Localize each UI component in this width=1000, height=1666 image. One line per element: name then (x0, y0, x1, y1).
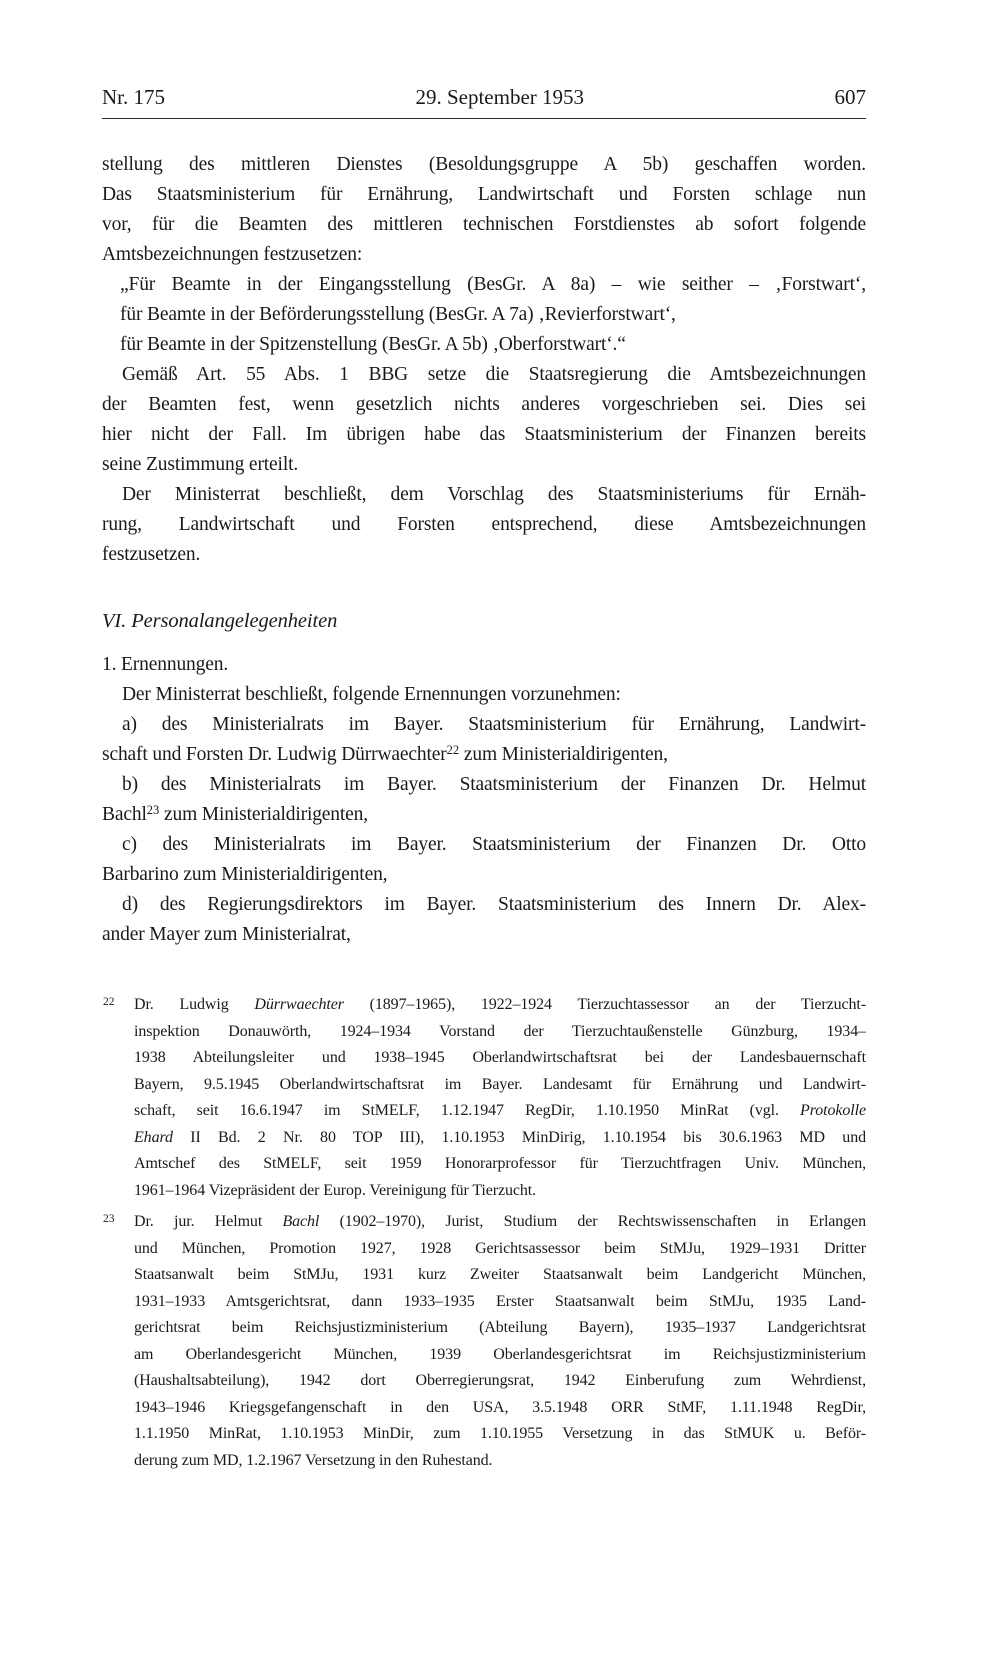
text-line (102, 830, 866, 860)
text-segment: Amtschef des StMELF, seit 1959 Honorarprofessor für Tierzuchtfragen Univ. München, (134, 1155, 866, 1172)
appointments-paragraphs (102, 650, 866, 950)
text-line (102, 420, 866, 450)
text-segment: (1897–1965), 1922–1924 Tierzuchtassessor an der Tierzucht- (343, 996, 866, 1013)
text-line (102, 510, 866, 540)
text-segment: a) des Ministerialrats im Bayer. Staatsministerium für Ernährung, Landwirt- (122, 714, 866, 735)
text-segment: 1. Ernennungen. (102, 654, 229, 675)
text-line (134, 1315, 866, 1342)
text-line (102, 540, 866, 570)
text-line (102, 450, 866, 480)
page-header (102, 84, 866, 119)
text-line (134, 1262, 866, 1289)
text-segment: Das Staatsministerium für Ernährung, Landwirtschaft und Forsten schlage nun (102, 184, 866, 205)
text-segment: Bachl (282, 1213, 320, 1230)
text-segment: am Oberlandesgericht München, 1939 Oberlandesgerichtsrat im Reichsjustizministerium (134, 1345, 866, 1363)
text-line (102, 650, 866, 680)
text-segment: zum Ministerialdirigenten, (459, 744, 668, 765)
main-paragraphs (102, 150, 866, 570)
text-line (134, 1072, 866, 1099)
text-segment: b) des Ministerialrats im Bayer. Staatsministerium der Finanzen Dr. Helmut (122, 774, 866, 795)
text-segment: Der Ministerrat beschließt, dem Vorschlag des Staatsministeriums für Ernäh- (122, 484, 866, 505)
text-segment: „Für Beamte in der Eingangsstellung (BesGr. A 8a) – wie seither – ‚Forstwart‘, (120, 274, 866, 295)
text-segment: schaft und Forsten Dr. Ludwig Dürrwaechter (102, 744, 447, 765)
text-line (134, 1342, 866, 1369)
page-body (102, 150, 866, 950)
text-line (102, 680, 866, 710)
text-line (102, 300, 866, 330)
text-line (102, 480, 866, 510)
footnote-reference: 23 (146, 803, 160, 817)
text-segment: Staatsanwalt beim StMJu, 1931 kurz Zweiter Staatsanwalt beim Landgericht München, (134, 1266, 866, 1283)
text-segment: schaft, seit 16.6.1947 im StMELF, 1.12.1947 RegDir, 1.10.1950 MinRat (vgl. (134, 1102, 801, 1119)
footnote (102, 992, 866, 1204)
text-segment: stellung des mittleren Dienstes (Besoldungsgruppe A 5b) geschaffen worden. (102, 154, 866, 175)
text-line (102, 890, 866, 920)
text-line (102, 210, 866, 240)
footnote (102, 1209, 866, 1474)
text-line (134, 1151, 866, 1178)
text-line (102, 150, 866, 180)
text-segment: rung, Landwirtschaft und Forsten entsprechend, diese Amtsbezeichnungen (102, 514, 866, 535)
text-line (134, 1125, 866, 1152)
text-line (102, 800, 866, 830)
page-number: 607 (834, 85, 866, 109)
text-line (134, 1209, 866, 1236)
text-segment: Gemäß Art. 55 Abs. 1 BBG setze die Staatsregierung die Amtsbezeichnungen (122, 364, 866, 385)
text-segment: Der Ministerrat beschließt, folgende Ernennungen vorzunehmen: (122, 684, 621, 705)
text-segment: 1938 Abteilungsleiter und 1938–1945 Oberlandwirtschaftsrat bei der Landesbauernschaft (134, 1049, 866, 1066)
text-segment: inspektion Donauwörth, 1924–1934 Vorstand der Tierzuchtaußenstelle Günzburg, 1934– (134, 1022, 866, 1040)
text-line (102, 390, 866, 420)
text-line (134, 1178, 866, 1205)
text-segment: Bayern, 9.5.1945 Oberlandwirtschaftsrat im Bayer. Landesamt für Ernährung und Landwirt- (134, 1075, 866, 1093)
text-line (102, 920, 866, 950)
text-segment: hier nicht der Fall. Im übrigen habe das Staatsministerium der Finanzen bereits (102, 424, 866, 445)
footnote-marker: 22 (103, 996, 115, 1008)
text-segment: d) des Regierungsdirektors im Bayer. Staatsministerium des Innern Dr. Alex- (122, 894, 866, 915)
text-line (134, 1236, 866, 1263)
text-line (134, 1368, 866, 1395)
text-line (134, 992, 866, 1019)
text-segment: und München, Promotion 1927, 1928 Gerichtsassessor beim StMJu, 1929–1931 Dritter (134, 1239, 866, 1257)
text-line (134, 1421, 866, 1448)
footnote-reference: 22 (446, 743, 460, 757)
text-line (134, 1098, 866, 1125)
text-column (102, 0, 866, 1474)
text-segment: 1931–1933 Amtsgerichtsrat, dann 1933–1935 Erster Staatsanwalt beim StMJu, 1935 Land- (134, 1292, 866, 1310)
text-segment: Dr. Ludwig (134, 996, 255, 1013)
text-line (134, 1289, 866, 1316)
text-line (102, 240, 866, 270)
text-segment: Bachl (102, 804, 147, 825)
footnotes-section (102, 992, 866, 1474)
text-segment: II Bd. 2 Nr. 80 TOP III), 1.10.1953 MinDirig, 1.10.1954 bis 30.6.1963 MD und (172, 1128, 866, 1146)
text-segment: vor, für die Beamten des mittleren technischen Forstdienstes ab sofort folgende (102, 214, 866, 235)
text-line (134, 1019, 866, 1046)
text-line (102, 860, 866, 890)
text-line (102, 270, 866, 300)
section-heading: VI. Personalangelegenheiten (102, 610, 338, 632)
footnote-marker: 23 (103, 1213, 115, 1225)
text-segment: Dr. jur. Helmut (134, 1213, 283, 1230)
text-segment: zum Ministerialdirigenten, (159, 804, 369, 825)
text-segment: seine Zustimmung erteilt. (102, 454, 299, 475)
header-date: 29. September 1953 (415, 85, 585, 109)
text-segment: festzusetzen. (102, 544, 201, 565)
text-line (134, 1395, 866, 1422)
text-line (102, 360, 866, 390)
text-line (102, 710, 866, 740)
text-line (102, 330, 866, 360)
text-segment: gerichtsrat beim Reichsjustizministerium (Abteilung Bayern), 1935–1937 Landgerichtsrat (134, 1319, 866, 1336)
text-segment: (1902–1970), Jurist, Studium der Rechtswissenschaften in Erlangen (319, 1213, 866, 1230)
text-line (102, 180, 866, 210)
text-line (134, 1448, 866, 1475)
text-line (134, 1045, 866, 1072)
text-segment: Amtsbezeichnungen festzusetzen: (102, 244, 363, 265)
text-segment: Protokolle (800, 1102, 866, 1119)
issue-number: Nr. 175 (102, 85, 165, 109)
text-segment: 1943–1946 Kriegsgefangenschaft in den USA, 3.5.1948 ORR StMF, 1.11.1948 RegDir, (134, 1398, 866, 1416)
text-segment: Barbarino zum Ministerialdirigenten, (102, 864, 388, 885)
text-segment: c) des Ministerialrats im Bayer. Staatsministerium der Finanzen Dr. Otto (122, 834, 866, 855)
text-segment: für Beamte in der Beförderungsstellung (BesGr. A 7a) ‚Revierforstwart‘, (120, 304, 676, 325)
text-segment: 1961–1964 Vizepräsident der Europ. Vereinigung für Tierzucht. (134, 1181, 537, 1199)
text-line (102, 740, 866, 770)
text-segment: Ehard (134, 1128, 173, 1146)
text-segment: Dürrwaechter (254, 996, 344, 1013)
text-segment: derung zum MD, 1.2.1967 Versetzung in den Ruhestand. (134, 1451, 493, 1469)
text-segment: ander Mayer zum Ministerialrat, (102, 924, 351, 945)
text-line (102, 770, 866, 800)
text-segment: (Haushaltsabteilung), 1942 dort Oberregierungsrat, 1942 Einberufung zum Wehrdienst, (134, 1372, 866, 1389)
text-segment: der Beamten fest, wenn gesetzlich nichts anderes vorgeschrieben sei. Dies sei (102, 394, 866, 415)
text-segment: für Beamte in der Spitzenstellung (BesGr. A 5b) ‚Oberforstwart‘.“ (120, 334, 626, 355)
text-segment: 1.1.1950 MinRat, 1.10.1953 MinDir, zum 1.10.1955 Versetzung in das StMUK u. Beför- (134, 1425, 866, 1442)
